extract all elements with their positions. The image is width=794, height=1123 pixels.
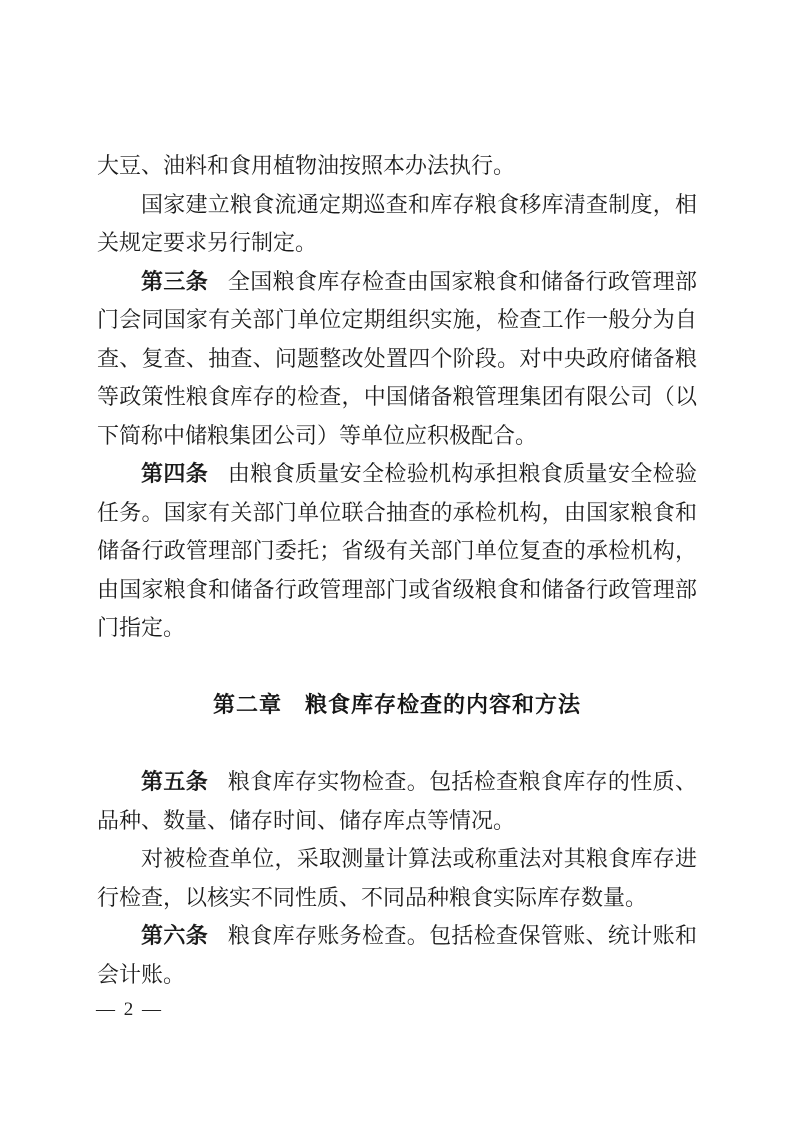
paragraph-article-4	[97, 455, 697, 648]
article-3-heading: 第三条	[141, 268, 209, 294]
chapter-2-heading: 第二章 粮食库存检查的内容和方法	[212, 692, 581, 717]
paragraph-article-3	[97, 263, 697, 456]
article-5-heading: 第五条	[141, 769, 209, 794]
article-4-text: 由粮食质量安全检验机构承担粮食质量安全检验任务。国家有关部门单位联合抽查的承检机构，由国家粮食和储备行政管理部门委托；省级有关部门单位复查的承检机构，由国家粮食和储备行政管理部门或省级粮食和储备行政管理部门指定。	[97, 461, 697, 640]
page-number: — 2 —	[96, 999, 163, 1020]
paragraph-national-system: 国家建立粮食流通定期巡查和库存粮食移库清查制度，相关规定要求另行制定。	[97, 191, 697, 255]
article-6-heading: 第六条	[141, 923, 209, 948]
article-3-text: 全国粮食库存检查由国家粮食和储备行政管理部门会同国家有关部门单位定期组织实施，检查工作一般分为自查、复查、抽查、问题整改处置四个阶段。对中央政府储备粮等政策性粮食库存的检查，中国储备粮管理集团有限公司（以下简称中储粮集团公司）等单位应积极配合。	[97, 268, 697, 448]
paragraph-article-6	[97, 917, 697, 994]
article-5-text: 粮食库存实物检查。包括检查粮食库存的性质、品种、数量、储存时间、储存库点等情况。	[97, 769, 697, 833]
paragraph-article-5	[97, 763, 697, 840]
document-body	[97, 147, 697, 994]
article-4-heading: 第四条	[141, 461, 209, 486]
paragraph-continuation: 大豆、油料和食用植物油按照本办法执行。	[97, 153, 516, 178]
paragraph-inspection-method: 对被检查单位，采取测量计算法或称重法对其粮食库存进行检查，以核实不同性质、不同品种粮食实际库存数量。	[97, 846, 697, 910]
article-6-text: 粮食库存账务检查。包括检查保管账、统计账和会计账。	[97, 923, 697, 987]
